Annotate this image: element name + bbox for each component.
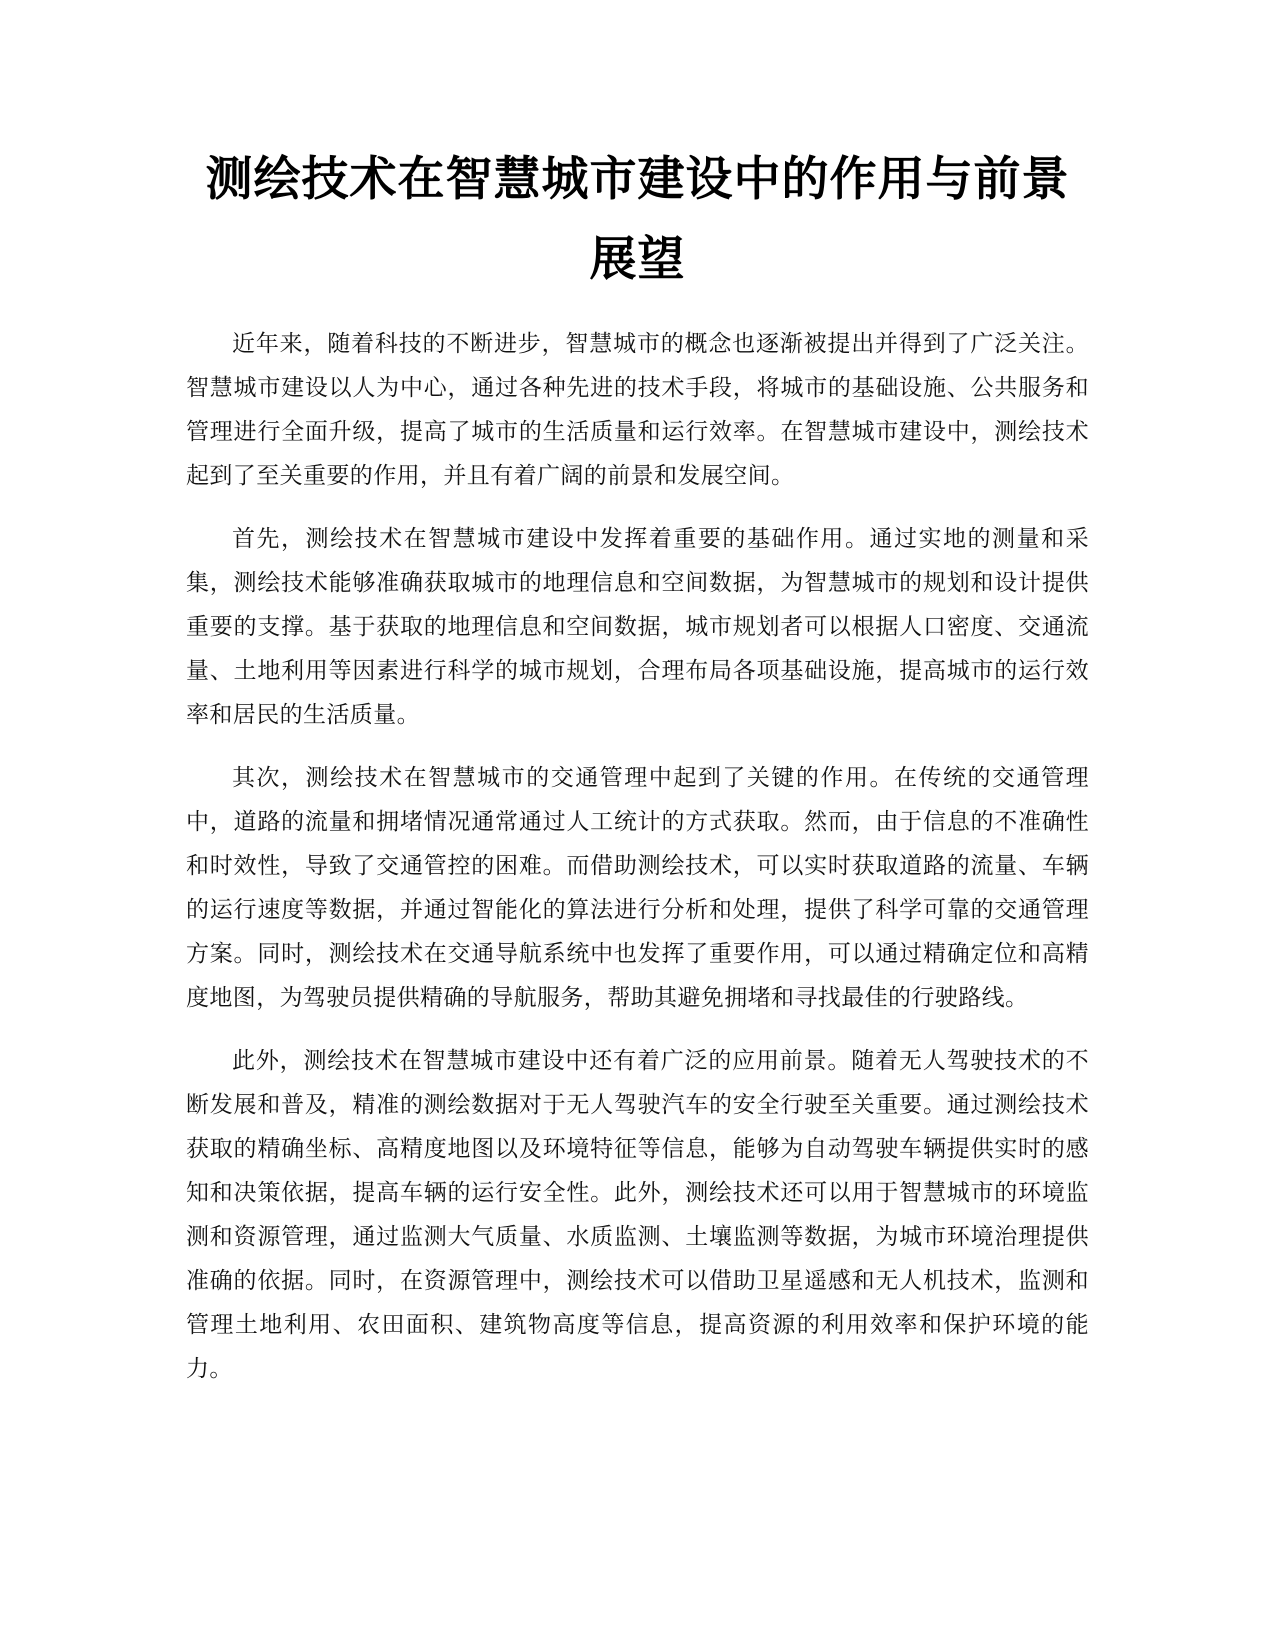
paragraph-3: 其次，测绘技术在智慧城市的交通管理中起到了关键的作用。在传统的交通管理中，道路的流量和拥堵情况通常通过人工统计的方式获取。然而，由于信息的不准确性和时效性，导致了交通管控的困难。而借助测绘技术，可以实时获取道路的流量、车辆的运行速度等数据，并通过智能化的算法进行分析和处理，提供了科学可靠的交通管理方案。同时，测绘技术在交通导航系统中也发挥了重要作用，可以通过精确定位和高精度地图，为驾驶员提供精确的导航服务，帮助其避免拥堵和寻找最佳的行驶路线。: [186, 765, 1089, 1011]
paragraph-4: 此外，测绘技术在智慧城市建设中还有着广泛的应用前景。随着无人驾驶技术的不断发展和普及，精准的测绘数据对于无人驾驶汽车的安全行驶至关重要。通过测绘技术获取的精确坐标、高精度地图以及环境特征等信息，能够为自动驾驶车辆提供实时的感知和决策依据，提高车辆的运行安全性。此外，测绘技术还可以用于智慧城市的环境监测和资源管理，通过监测大气质量、水质监测、土壤监测等数据，为城市环境治理提供准确的依据。同时，在资源管理中，测绘技术可以借助卫星遥感和无人机技术，监测和管理土地利用、农田面积、建筑物高度等信息，提高资源的利用效率和保护环境的能力。: [186, 1048, 1089, 1382]
paragraph-2: 首先，测绘技术在智慧城市建设中发挥着重要的基础作用。通过实地的测量和采集，测绘技术能够准确获取城市的地理信息和空间数据，为智慧城市的规划和设计提供重要的支撑。基于获取的地理信息和空间数据，城市规划者可以根据人口密度、交通流量、土地利用等因素进行科学的城市规划，合理布局各项基础设施，提高城市的运行效率和居民的生活质量。: [186, 526, 1089, 728]
document-body: [186, 322, 1089, 1410]
document-title: 测绘技术在智慧城市建设中的作用与前景展望: [205, 152, 1070, 287]
paragraph-1: 近年来，随着科技的不断进步，智慧城市的概念也逐渐被提出并得到了广泛关注。智慧城市建设以人为中心，通过各种先进的技术手段，将城市的基础设施、公共服务和管理进行全面升级，提高了城市的生活质量和运行效率。在智慧城市建设中，测绘技术起到了至关重要的作用，并且有着广阔的前景和发展空间。: [186, 331, 1089, 489]
